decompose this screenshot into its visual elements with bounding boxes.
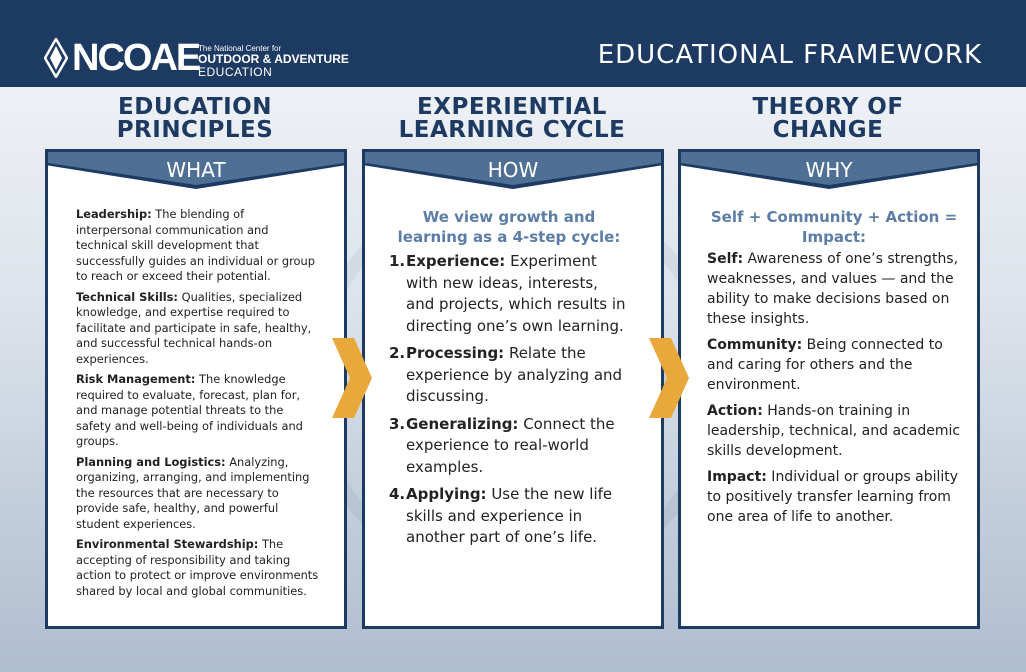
list-item xyxy=(389,484,629,549)
panel-why xyxy=(678,149,980,629)
entry-text: Awareness of one’s strengths, weaknesses, and values — and the ability to make decisions based on these insights. xyxy=(707,251,959,327)
entry-term: Self: xyxy=(707,251,744,267)
column-title-experiential-learning-cycle xyxy=(362,96,662,142)
entry-term: Leadership: xyxy=(76,207,152,221)
panel-what xyxy=(45,149,347,629)
entry-text: Being connected to and caring for others and the environment. xyxy=(707,337,943,393)
list-item xyxy=(707,467,961,527)
column-title-education-principles xyxy=(45,96,345,142)
panel-how xyxy=(362,149,664,629)
theory-of-change-list xyxy=(707,207,961,533)
entry-text: The knowledge required to evaluate, forecast, plan for, and manage potential threats to the safety and well-being of individuals and groups. xyxy=(76,372,303,448)
step-number: 3. xyxy=(389,414,406,433)
logo-wordmark: NCOAE xyxy=(72,37,200,79)
ribbon-label-what: WHAT xyxy=(166,158,226,182)
change-formula: Self + Community + Action = Impact: xyxy=(710,208,958,246)
entry-text: Analyzing, organizing, arranging, and implementing the resources that are necessary to provide safe, healthy, and powerful student experiences. xyxy=(76,454,310,531)
list-item xyxy=(389,251,629,337)
entry-text: The accepting of responsibility and taking action to protect or improve environments shared by local and global communities. xyxy=(76,537,319,598)
column-title-theory-of-change xyxy=(678,96,978,142)
logo-tagline xyxy=(198,44,349,78)
list-item xyxy=(76,455,320,533)
step-number: 2. xyxy=(389,344,406,362)
step-number: 4. xyxy=(389,485,406,503)
chevron-right-icon xyxy=(332,338,372,418)
diamond-logo-icon xyxy=(44,38,68,78)
step-term: Experience: xyxy=(406,252,506,270)
column-title-line: EXPERIENTIAL xyxy=(417,94,607,120)
header-bar xyxy=(0,0,1026,87)
entry-text: Hands-on training in leadership, technical, and academic skills development. xyxy=(707,403,961,459)
step-text: Experiment with new ideas, interests, and projects, which results in directing one’s own learning. xyxy=(406,252,626,335)
entry-term: Risk Management: xyxy=(76,372,196,386)
list-item xyxy=(76,537,320,599)
chevron-right-icon xyxy=(649,338,689,418)
column-title-line: THEORY OF xyxy=(752,94,904,120)
column-title-line: LEARNING CYCLE xyxy=(398,117,626,143)
entry-term: Community: xyxy=(707,337,803,353)
column-title-line: EDUCATION xyxy=(118,94,272,120)
logo-tagline-line2: OUTDOOR & ADVENTURE xyxy=(198,52,349,66)
cycle-intro: We view growth and learning as a 4-step cycle: xyxy=(397,208,621,246)
entry-term: Action: xyxy=(707,403,763,419)
logo-tagline-line3: EDUCATION xyxy=(198,65,273,79)
step-text: Relate the experience by analyzing and discussing. xyxy=(406,344,623,405)
entry-text: The blending of interpersonal communication and technical skill development that successfully guides an individual or group to reach or exceed their potential. xyxy=(76,207,315,283)
list-item xyxy=(707,335,961,395)
list-item xyxy=(76,207,320,285)
entry-text: Individual or groups ability to positively transfer learning from one area of life to another. xyxy=(707,469,959,525)
step-term: Processing: xyxy=(406,344,505,362)
step-text: Use the new life skills and experience in another part of one’s life. xyxy=(406,485,613,546)
list-item xyxy=(76,372,320,450)
list-item xyxy=(707,401,961,461)
entry-term: Technical Skills: xyxy=(76,289,178,304)
step-text: Connect the experience to real-world examples. xyxy=(406,414,615,476)
entry-term: Planning and Logistics: xyxy=(76,454,226,469)
step-term: Generalizing: xyxy=(406,414,519,433)
list-item xyxy=(389,343,629,408)
step-number: 1. xyxy=(389,252,406,270)
entry-term: Environmental Stewardship: xyxy=(76,537,259,551)
ribbon-label-why: WHY xyxy=(805,158,853,182)
principles-list xyxy=(76,207,320,604)
list-item xyxy=(707,249,961,329)
page-title: EDUCATIONAL FRAMEWORK xyxy=(597,40,982,70)
step-term: Applying: xyxy=(406,485,487,503)
column-title-line: PRINCIPLES xyxy=(116,117,274,143)
logo-tagline-line1: The National Center for xyxy=(198,44,282,53)
column-title-line: CHANGE xyxy=(772,117,884,143)
ribbon-label-how: HOW xyxy=(487,158,539,182)
list-item xyxy=(76,290,320,368)
entry-text: Qualities, specialized knowledge, and expertise required to facilitate and participate in safe, healthy, and successful technical hands-on experiences. xyxy=(76,289,312,366)
list-item xyxy=(389,414,629,479)
learning-cycle-steps xyxy=(389,207,629,555)
entry-term: Impact: xyxy=(707,469,767,485)
